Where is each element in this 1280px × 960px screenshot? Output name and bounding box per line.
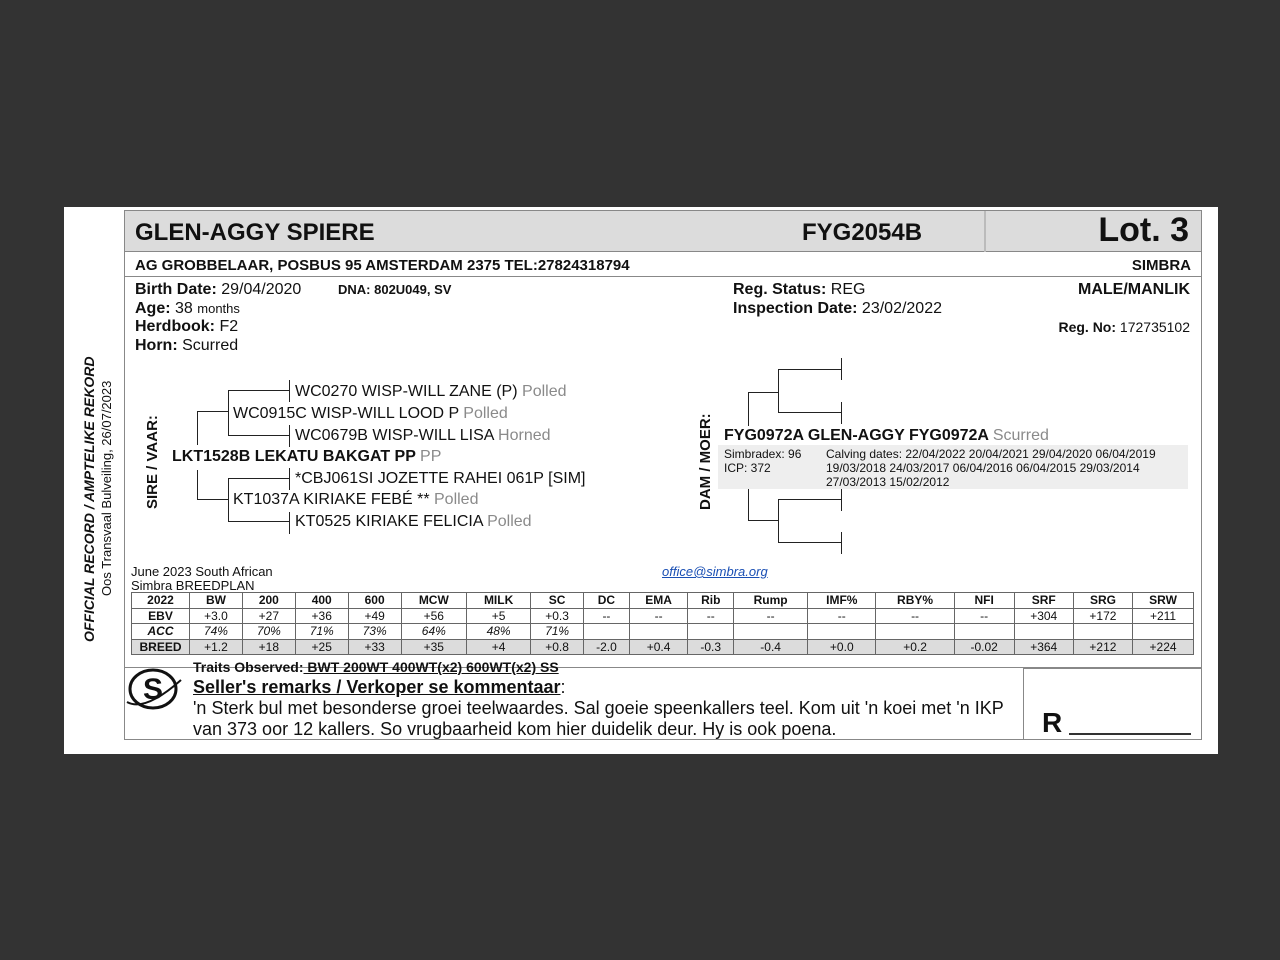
title-row [125,211,1201,252]
sire-sire-sire: WC0270 WISP-WILL ZANE (P) Polled [295,383,567,400]
ebv-cell: -- [954,608,1014,624]
ebv-cell: +0.2 [876,639,954,655]
ebv-cell: +0.8 [531,639,584,655]
pedigree-line [228,390,229,436]
pedigree-line [778,369,779,413]
ebv-cell [688,624,734,640]
ebv-table [131,592,1194,655]
ebv-cell [629,624,687,640]
traits-observed: Traits Observed: BWT 200WT 400WT(x2) 600WT(x2) SS [193,659,559,675]
r-label: R [1042,707,1063,738]
ebv-cell: EMA [629,593,687,609]
sire-dam-dam: KT0525 KIRIAKE FELICIA Polled [295,513,532,530]
ebv-cell: 64% [401,624,467,640]
ebv-cell: +33 [348,639,401,655]
ebv-cell: -- [688,608,734,624]
pedigree-line [289,512,290,534]
ebv-cell: SRW [1133,593,1194,609]
lot-number: Lot. 3 [1098,211,1189,249]
ebv-cell: SRF [1014,593,1073,609]
ebv-cell: +56 [401,608,467,624]
ebv-cell [584,624,630,640]
ebv-cell: BW [190,593,243,609]
dna-info: DNA: 802U049, SV [338,282,452,297]
icp: ICP: 372 [724,461,771,475]
ebv-cell: +172 [1073,608,1132,624]
ebv-cell: +3.0 [190,608,243,624]
pedigree-line [289,425,290,447]
remarks-text: 'n Sterk bul met besonderse groei teelwaardes. Sal goeie speenkallers teel. Kom uit 'n koei met 'n IKP van 373 oor 12 kallers. So vrugbaarheid kom hier duidelik deur. Hy is ook poena. [193,698,1004,739]
ebv-cell: Rib [688,593,734,609]
pedigree-line [778,369,842,370]
ebv-cell: +25 [295,639,348,655]
official-record-label: OFFICIAL RECORD / AMPTELIKE REKORD [81,356,97,642]
pedigree-line [841,402,842,424]
ebv-header-row [132,593,1194,609]
ebv-cell: -0.3 [688,639,734,655]
pedigree-line [228,478,290,479]
sire-sire: WC0915C WISP-WILL LOOD P Polled [233,405,508,422]
owner-row [125,253,1201,277]
ebv-cell: +4 [467,639,531,655]
ebv-cell: +304 [1014,608,1073,624]
pedigree-line [778,542,842,543]
simbradex: Simbradex: 96 [724,447,802,461]
ebv-cell: SC [531,593,584,609]
calving-dates-1: Calving dates: 22/04/2022 20/04/2021 29/04/2020 06/04/2019 [826,447,1156,461]
pedigree-line [228,478,229,522]
pedigree-line [228,435,290,436]
ebv-cell: -- [876,608,954,624]
inspection-date: Inspection Date: 23/02/2022 [733,300,942,317]
ebv-cell: +224 [1133,639,1194,655]
ebv-cell: 70% [242,624,295,640]
pedigree-line [289,380,290,402]
ebv-cell: +5 [467,608,531,624]
ebv-cell: +0.4 [629,639,687,655]
ebv-cell: +35 [401,639,467,655]
acc-row [132,624,1194,640]
ebv-cell: -0.4 [734,639,808,655]
ebv-cell: 71% [531,624,584,640]
pedigree-line [748,486,749,521]
ebv-cell: 71% [295,624,348,640]
birth-date: Birth Date: 29/04/2020 [135,281,302,298]
ebv-row-label: ACC [132,624,190,640]
pedigree-line [197,411,198,445]
pedigree-line [778,499,842,500]
pedigree-line [748,392,778,393]
ebv-cell: +49 [348,608,401,624]
pedigree-line [228,390,290,391]
pedigree-line [778,412,842,413]
ebv-cell: MCW [401,593,467,609]
ebv-cell: -- [584,608,630,624]
ebv-cell: +27 [242,608,295,624]
sire-dam: KT1037A KIRIAKE FEBÉ ** Polled [233,491,479,508]
age: Age: 38 months [135,300,240,317]
pedigree-line [197,411,228,412]
ebv-cell: -- [629,608,687,624]
ebv-cell: MILK [467,593,531,609]
ebv-cell [954,624,1014,640]
ebv-cell: 73% [348,624,401,640]
ebv-cell: +0.3 [531,608,584,624]
title-divider [984,211,986,252]
pedigree-line [748,520,778,521]
ebv-cell: +364 [1014,639,1073,655]
ebv-cell: +0.0 [808,639,876,655]
pedigree-line [197,499,228,500]
ebv-cell: 74% [190,624,243,640]
simbra-logo-icon [125,662,185,718]
ebv-cell: -2.0 [584,639,630,655]
animal-name: GLEN-AGGY SPIERE [135,219,375,246]
sex: MALE/MANLIK [1078,281,1190,298]
pedigree-line [841,532,842,554]
ebv-cell: 48% [467,624,531,640]
animal-id: FYG2054B [802,219,923,246]
ebv-cell: +36 [295,608,348,624]
ebv-cell: DC [584,593,630,609]
ebv-cell: 400 [295,593,348,609]
breedplan-line-2: Simbra BREEDPLAN [131,578,255,593]
reg-status: Reg. Status: REG [733,281,866,298]
ebv-cell [876,624,954,640]
ebv-cell: +1.2 [190,639,243,655]
pedigree-line [228,521,290,522]
dam: FYG0972A GLEN-AGGY FYG0972A Scurred [724,427,1049,444]
herdbook: Herdbook: F2 [135,318,239,335]
ebv-cell: 200 [242,593,295,609]
calving-dates-2: 19/03/2018 24/03/2017 06/04/2016 06/04/2015 29/03/2014 [826,461,1140,475]
ebv-cell: 600 [348,593,401,609]
pedigree-line [778,499,779,543]
ebv-row [132,608,1194,624]
pedigree-line [748,392,749,426]
email-link[interactable]: office@simbra.org [662,564,768,579]
ebv-cell [1073,624,1132,640]
pedigree-line [197,470,198,500]
breed-row [132,639,1194,655]
breedplan-line-1: June 2023 South African [131,564,273,579]
sire-sire-dam: WC0679B WISP-WILL LISA Horned [295,427,551,444]
breed-label: SIMBRA [1131,257,1191,274]
ebv-cell [808,624,876,640]
ebv-cell [1014,624,1073,640]
ebv-cell: +211 [1133,608,1194,624]
sale-label: Oos Transvaal Bulveiling, 26/07/2023 [99,380,114,596]
ebv-cell: -- [734,608,808,624]
ebv-row-label: BREED [132,639,190,655]
buyer-signature-line [1069,733,1191,735]
logo-letter: S [142,673,164,706]
ebv-cell: Rump [734,593,808,609]
ebv-cell: IMF% [808,593,876,609]
sire-label: SIRE / VAAR: [144,415,161,509]
ebv-cell: +212 [1073,639,1132,655]
calving-dates-3: 27/03/2013 15/02/2012 [826,475,950,489]
buyer-box [1023,668,1202,740]
ebv-cell: RBY% [876,593,954,609]
pedigree-line [841,358,842,380]
side-labels [75,270,125,670]
reg-number: Reg. No: 172735102 [1058,319,1190,335]
dam-label: DAM / MOER: [697,413,714,510]
ebv-cell [1133,624,1194,640]
ebv-cell: +18 [242,639,295,655]
ebv-cell [734,624,808,640]
horn: Horn: Scurred [135,337,239,354]
simbra-logo [125,662,185,718]
pedigree-line [841,489,842,511]
ebv-cell: -- [808,608,876,624]
remarks-title: Seller's remarks / Verkoper se kommentaar: [193,677,566,697]
ebv-cell: SRG [1073,593,1132,609]
pedigree-line [289,468,290,490]
sire-dam-sire: *CBJ061SI JOZETTE RAHEI 061P [SIM] [295,470,586,487]
ebv-row-label: EBV [132,608,190,624]
ebv-row-label: 2022 [132,593,190,609]
ebv-cell: NFI [954,593,1014,609]
owner-line: AG GROBBELAAR, POSBUS 95 AMSTERDAM 2375 TEL:27824318794 [135,257,630,274]
ebv-cell: -0.02 [954,639,1014,655]
sire: LKT1528B LEKATU BAKGAT PP PP [172,448,442,465]
